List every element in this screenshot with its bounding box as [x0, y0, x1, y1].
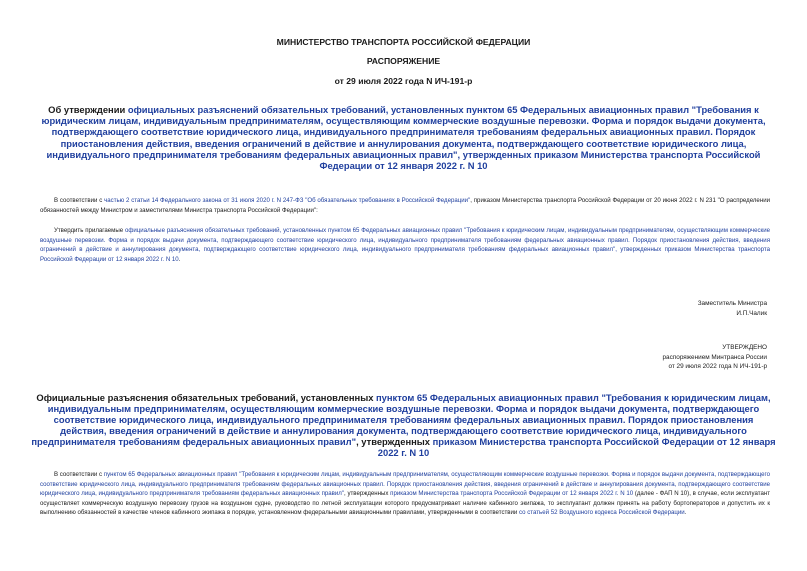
clarifications-title — [30, 392, 777, 458]
approved-date: от 29 июля 2022 года N ИЧ-191-р — [668, 363, 767, 371]
title-link[interactable]: официальных разъяснений обязательных требований, установленных пунктом 65 Федеральных авиационных правил "Требования к юридическим лицам, индивидуальным предпринимателям, осуществляющим коммерческие воздушные перевозки. Форма и порядок выдачи документа, подтверждающего соответствие юридического лица, индивидуального предпринимателя требованиям федеральных авиационных правил. Порядок приостановления действия, введения ограничений в действие и аннулирования документа, подтверждающего соответствие юридического лица, индивидуального предпринимателя требованиям федеральных авиационных правил", утвержденных приказом Министерства транспорта Российской Федерации от 12 января 2022 г. N 10 — [41, 104, 766, 172]
signature-block — [698, 299, 767, 318]
clarification-paragraph — [40, 470, 770, 518]
signer-position: Заместитель Министра — [697, 300, 767, 307]
clarifications-link[interactable]: официальные разъяснения обязательных требований, установленных пунктом 65 Федеральных авиационных правил "Требования к юридическим лицам, индивидуальным предпринимателям, осуществляющим коммерческие воздушные перевозки. Форма и порядок выдачи документа, подтверждающего соответствие юридического лица, индивидуального предпринимателя требованиям федеральных авиационных правил. Порядок приостановления действия, введения ограничений в действие и аннулирования документа, подтверждающего соответствие юридического лица, индивидуального предпринимателя требованиям федеральных авиационных правил", утвержденных приказом Министерства транспорта Российской Федерации от 12 января 2022 г. N 10 — [40, 227, 770, 263]
approval-stamp — [663, 343, 768, 372]
title-prefix: Об утверждении — [48, 104, 128, 115]
clarifications-title-mid: , утвержденных — [356, 436, 433, 447]
air-code-link[interactable]: со статьей 52 Воздушного кодекса Российской Федерации — [519, 509, 685, 516]
preamble-paragraph — [40, 196, 770, 215]
doc-date-number: от 29 июля 2022 года N ИЧ-191-р — [334, 76, 473, 86]
approved-label: УТВЕРЖДЕНО — [722, 344, 767, 351]
fap65-body-link[interactable]: пунктом 65 Федеральных авиационных правил "Требования к юридическим лицам, индивидуальным предпринимателям, осуществляющим коммерческие воздушные перевозки. Форма и порядок выдачи документа, подтверждающего соответствие юридического лица, индивидуального предпринимателя требованиям федеральных авиационных правил. Порядок приостановления действия, введения ограничений в действие и аннулирования документа, подтверждающего соответствие юридического лица, индивидуального предпринимателя требованиям федеральных авиационных правил" — [40, 471, 771, 497]
fap65-link[interactable]: пунктом 65 Федеральных авиационных правил "Требования к юридическим лицам, индивидуальным предпринимателям, осуществляющим коммерческие воздушные перевозки. Форма и порядок выдачи документа, подтверждающего соответствие юридического лица, индивидуального предпринимателя требованиям федеральных авиационных правил. Порядок приостановления действия, введения ограничений в действие и аннулирования документа, подтверждающего соответствие юридического лица, индивидуального предпринимателя требованиям федеральных авиационных правил" — [31, 392, 771, 447]
clar-text-4: . — [684, 509, 687, 516]
preamble-text-2: , приказом Министерства транспорта Российской Федерации от 20 июня 2022 г. N 231 "О распределении обязанностей между Министром и заместителями Министра транспорта Российской Федерации": — [40, 197, 770, 214]
approval-text-2: . — [178, 255, 181, 263]
signer-name: И.П.Чалик — [736, 309, 767, 317]
clarifications-title-prefix: Официальные разъяснения обязательных требований, установленных — [36, 392, 377, 403]
approval-paragraph — [40, 226, 770, 264]
ministry-heading: МИНИСТЕРСТВО ТРАНСПОРТА РОССИЙСКОЙ ФЕДЕРАЦИИ — [276, 37, 531, 47]
clar-text-2: , утвержденных — [344, 490, 391, 497]
federal-law-link[interactable]: частью 2 статьи 14 Федерального закона от 31 июля 2020 г. N 247-ФЗ "Об обязательных требованиях в Российской Федерации" — [104, 197, 471, 204]
document-title — [30, 104, 777, 171]
doc-type-heading: РАСПОРЯЖЕНИЕ — [366, 56, 441, 66]
preamble-text-1: В соответствии с — [54, 197, 105, 204]
clar-text-3: (далее - ФАП N 10), в случае, если эксплуатант осуществляет коммерческую воздушную перевозку грузов на воздушном судне, руководство по летной эксплуатации которого предусматривает наличие кабинного экипажа, то эксплуатант должен принять на работу бортоператоров и допустить их к выполнению обязанностей в качестве членов кабинного экипажа в порядке, установленном федеральными авиационными правилами, утвержденными в соответствии — [40, 490, 770, 516]
order-n10-body-link[interactable]: приказом Министерства транспорта Российской Федерации от 12 января 2022 г. N 10 — [390, 490, 634, 497]
approved-by: распоряжением Минтранса России — [662, 353, 767, 361]
clar-text-1: В соответствии с — [54, 471, 104, 478]
order-n10-link[interactable]: приказом Министерства транспорта Российской Федерации от 12 января 2022 г. N 10 — [377, 436, 776, 458]
approval-text-1: Утвердить прилагаемые — [54, 227, 125, 234]
